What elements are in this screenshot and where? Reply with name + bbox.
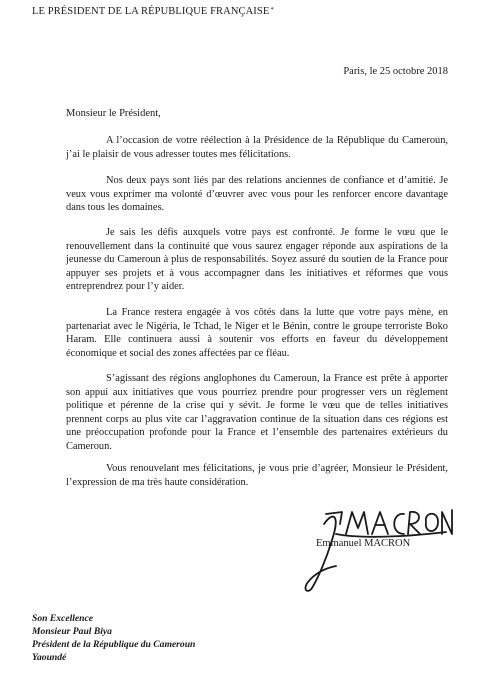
paragraph-closing: Vous renouvelant mes félicitations, je vous prie d’agréer, Monsieur le Président, l’expression de ma très haute considération. — [66, 463, 448, 488]
paragraph-relations: Nos deux pays sont liés par des relations anciennes de confiance et d’amitié. Je veux vous exprimer ma volonté d’œuvrer avec vous pour les renforcer encore davantage dans tous les domaines. — [66, 175, 448, 214]
paragraph-boko-haram: La France restera engagée à vos côtés dans la lutte que votre pays mène, en partenariat avec le Nigéria, le Tchad, le Niger et le Bénin, contre le groupe terroriste Boko Haram. Elle continuera aussi à soutenir vos efforts en faveur du développement économique et social des zones affectées par ce fléau. — [66, 307, 448, 359]
signer-name: Emmanuel MACRON — [316, 538, 411, 549]
recipient-title: Son Excellence — [32, 613, 94, 624]
recipient-city: Yaoundé — [32, 652, 67, 663]
recipient-office: Président de la République du Cameroun — [32, 639, 196, 650]
letterhead — [32, 6, 274, 17]
salutation: Monsieur le Président, — [66, 108, 161, 119]
paragraph-challenges: Je sais les défis auxquels votre pays est confronté. Je forme le vœu que le renouvellement dans la continuité que vous saurez engager réponde aux aspirations de la jeunesse du Cameroun à plus de responsabilités. Soyez assuré du soutien de la France pour appuyer ses projets et à vous accompagner dans les initiatives et réformes que vous entreprendrez pour l’y aider. — [66, 227, 448, 293]
recipient-name: Monsieur Paul Biya — [32, 626, 112, 637]
recipient-block — [32, 612, 195, 664]
paragraph-anglophone-regions: S’agissant des régions anglophones du Cameroun, la France est prête à apporter son appui aux initiatives que vous pourriez prendre pour progresser vers un règlement politique et pérenne de la crise qui y sévit. Je forme le vœu que de telles initiatives prennent corps au plus vite car l’aggravation continue de la situation dans ces régions est une préoccupation profonde pour la France et l’ensemble des partenaires extérieurs du Cameroun. — [66, 373, 448, 452]
letterhead-title: LE PRÉSIDENT DE LA RÉPUBLIQUE FRANÇAISE — [32, 6, 270, 17]
paragraph-congratulations: A l’occasion de votre réélection à la Présidence de la République du Cameroun, j’ai le plaisir de vous adresser toutes mes félicitations. — [66, 135, 448, 160]
letterhead-mark: * — [270, 6, 274, 14]
letter-date: Paris, le 25 octobre 2018 — [343, 66, 448, 77]
